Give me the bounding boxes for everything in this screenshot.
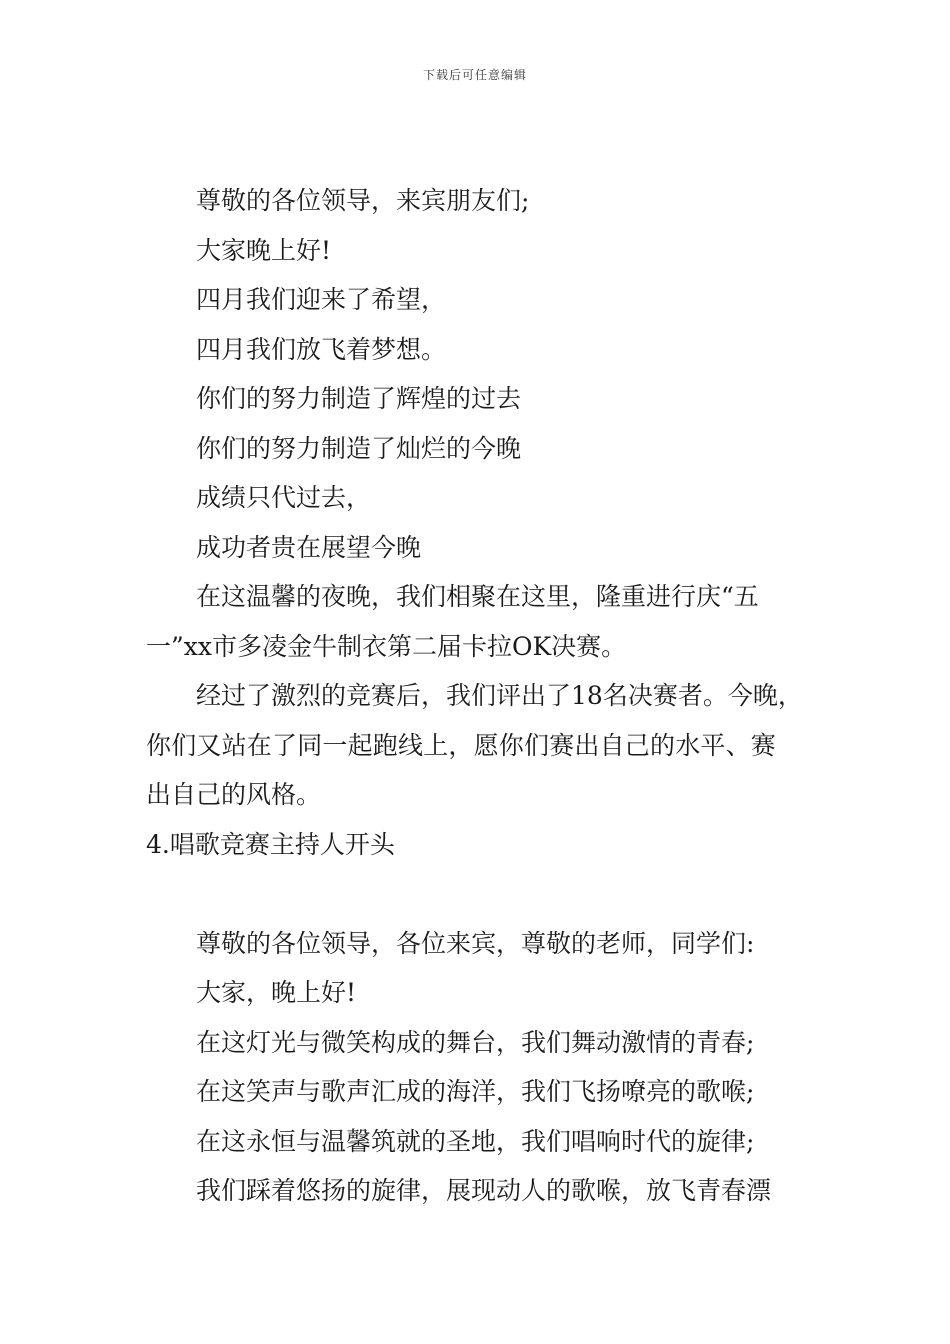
paragraph-line: 在这永恒与温馨筑就的圣地，我们唱响时代的旋律;	[196, 1126, 755, 1156]
blank-line	[146, 869, 836, 919]
paragraph-line: 成功者贵在展望今晚	[196, 532, 422, 562]
document-body	[146, 176, 836, 1216]
paragraph-line: 在这灯光与微笑构成的舞台，我们舞动激情的青春;	[196, 1027, 755, 1057]
paragraph-line: 大家晚上好!	[196, 235, 332, 265]
paragraph-line: 一”xx市多凌金牛制衣第二届卡拉OK决赛。	[146, 631, 627, 661]
paragraph-line: 四月我们放飞着梦想。	[196, 334, 447, 364]
paragraph-line: 四月我们迎来了希望，	[196, 285, 447, 314]
paragraph-line: 尊敬的各位领导，各位来宾，尊敬的老师，同学们:	[196, 928, 755, 958]
paragraph-line: 在这温馨的夜晚，我们相聚在这里，隆重进行庆“五	[196, 582, 759, 611]
paragraph-line: 经过了激烈的竞赛后，我们评出了18名决赛者。今晚，	[196, 681, 803, 710]
paragraph-line: 出自己的风格。	[146, 780, 322, 809]
paragraph-line: 大家，晚上好!	[196, 978, 357, 1007]
page-header: 下载后可任意编辑	[422, 68, 527, 82]
paragraph-line: 你们的努力制造了灿烂的今晚	[196, 433, 522, 463]
paragraph-line: 成绩只代过去，	[196, 483, 372, 512]
paragraph-line: 你们又站在了同一起跑线上，愿你们赛出自己的水平、赛	[146, 730, 777, 760]
paragraph-line: 我们踩着悠扬的旋律，展现动人的歌喉，放飞青春漂	[196, 1176, 772, 1205]
section-heading: 4.唱歌竞赛主持人开头	[146, 829, 395, 859]
paragraph-line: 尊敬的各位领导，来宾朋友们;	[196, 186, 530, 215]
paragraph-line: 在这笑声与歌声汇成的海洋，我们飞扬嘹亮的歌喉;	[196, 1077, 755, 1106]
paragraph-line: 你们的努力制造了辉煌的过去	[196, 384, 522, 413]
